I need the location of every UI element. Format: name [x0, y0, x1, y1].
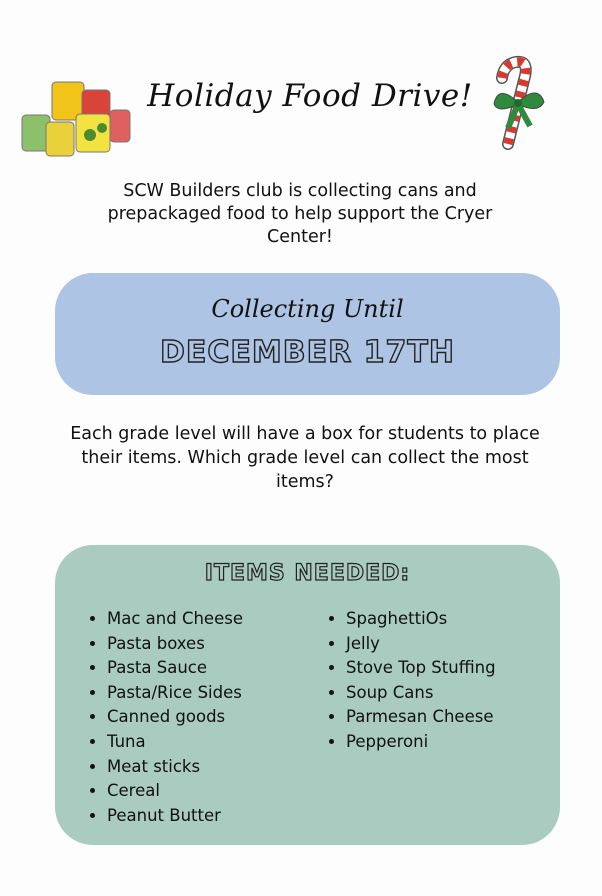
- list-item: • Canned goods: [107, 705, 243, 730]
- intro-text: SCW Builders club is collecting cans and prepackaged food to help support the Cryer Center!: [107, 181, 493, 247]
- grade-text: Each grade level will have a box for students to place their items. Which grade level can collect the most items?: [70, 424, 540, 492]
- items-list-column-1: [87, 607, 243, 828]
- deadline-date: DECEMBER 17TH: [160, 335, 455, 370]
- list-item: • Meat sticks: [107, 755, 243, 780]
- list-item: • Peanut Butter: [107, 804, 243, 829]
- list-item: • Tuna: [107, 730, 243, 755]
- items-needed-box: [55, 545, 560, 845]
- food-cans-illustration: [20, 70, 140, 160]
- list-item: • Pepperoni: [346, 730, 496, 755]
- items-title: ITEMS NEEDED:: [204, 561, 411, 586]
- deadline-label: Collecting Until: [211, 295, 404, 323]
- list-item: • Soup Cans: [346, 681, 496, 706]
- list-item: • Pasta boxes: [107, 632, 243, 657]
- list-item: • Parmesan Cheese: [346, 705, 496, 730]
- list-item: • Cereal: [107, 779, 243, 804]
- list-item: • Stove Top Stuffing: [346, 656, 496, 681]
- list-item: • SpaghettiOs: [346, 607, 496, 632]
- list-item: • Pasta Sauce: [107, 656, 243, 681]
- candy-cane-icon: [488, 52, 550, 152]
- list-item: • Pasta/Rice Sides: [107, 681, 243, 706]
- page-title: Holiday Food Drive!: [147, 78, 473, 114]
- list-item: • Jelly: [346, 632, 496, 657]
- items-list-column-2: [326, 607, 496, 755]
- deadline-box: [55, 273, 560, 395]
- list-item: • Mac and Cheese: [107, 607, 243, 632]
